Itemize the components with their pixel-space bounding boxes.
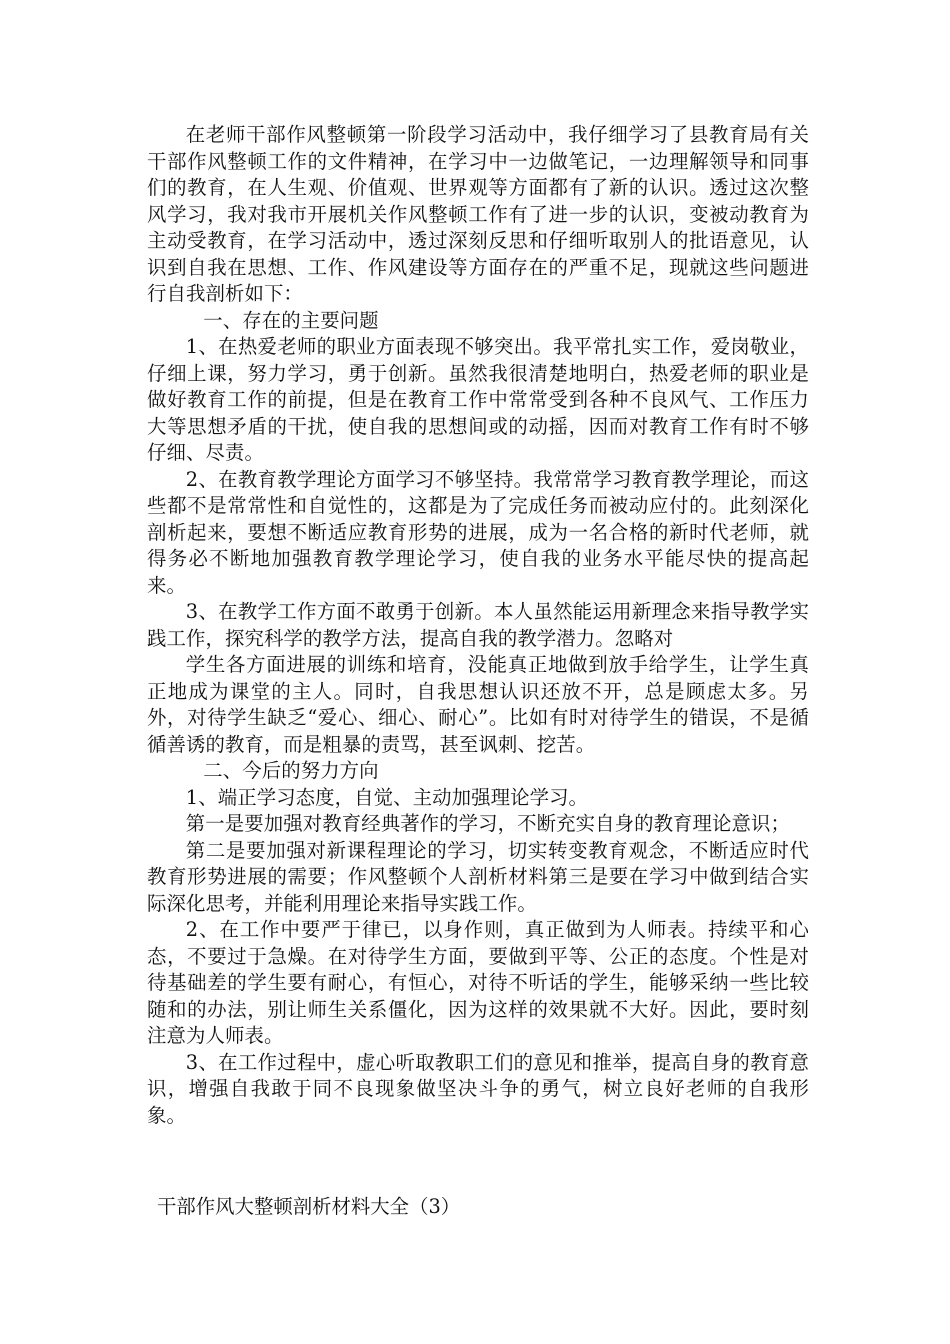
problem-item-3-continued: 学生各方面进展的训练和培育，没能真正地做到放手给学生，让学生真正地成为课堂的主人。同时，自我思想认识还放不开，总是顾虑太多。另外，对待学生缺乏“爱心、细心、耐心”。比如有时对待学生的错误，不是循循善诱的教育，而是粗暴的责骂，甚至讽刺、挖苦。 bbox=[147, 653, 809, 756]
section-heading-problems: 一、存在的主要问题 bbox=[203, 308, 379, 332]
direction-item-3: 3、在工作过程中，虚心听取教职工们的意见和推举，提高自身的教育意识，增强自我敢于同不良现象做坚决斗争的勇气，树立良好老师的自我形象。 bbox=[147, 1050, 809, 1127]
section-heading-directions: 二、今后的努力方向 bbox=[203, 759, 379, 782]
direction-item-1: 1、端正学习态度，自觉、主动加强理论学习。 bbox=[185, 785, 589, 809]
document-body bbox=[147, 122, 809, 1129]
problem-item-2: 2、在教育教学理论方面学习不够坚持。我常常学习教育教学理论，而这些都不是常常性和自觉性的，这都是为了完成任务而被动应付的。此刻深化剖析起来，要想不断适应教育形势的进展，成为一名合格的新时代老师，就得务必不断地加强教育教学理论学习，使自我的业务水平能尽快的提高起来。 bbox=[147, 467, 809, 597]
direction-item-2: 2、在工作中要严于律已，以身作则，真正做到为人师表。持续平和心态，不要过于急燥。在对待学生方面，要做到平等、公正的态度。个性是对待基础差的学生要有耐心，有恒心，对待不听话的学生，能够采纳一些比较随和的办法，别让师生关系僵化，因为这样的效果就不大好。因此，要时刻注意为人师表。 bbox=[147, 918, 809, 1047]
next-document-title: 干部作风大整顿剖析材料大全（3） bbox=[157, 1195, 461, 1218]
direction-item-1-first: 第一是要加强对教育经典著作的学习，不断充实自身的教育理论意识； bbox=[185, 812, 791, 835]
problem-item-1: 1、在热爱老师的职业方面表现不够突出。我平常扎实工作，爱岗敬业，仔细上课，努力学习，勇于创新。虽然我很清楚地明白，热爱老师的职业是做好教育工作的前提，但是在教育工作中常常受到各种不良风气、工作压力大等思想矛盾的干扰，使自我的思想间或的动摇，因而对教育工作有时不够仔细、尽责。 bbox=[147, 335, 809, 464]
direction-item-1-second: 第二是要加强对新课程理论的学习，切实转变教育观念，不断适应时代教育形势进展的需要；作风整顿个人剖析材料第三是要在学习中做到结合实际深化思考，并能利用理论来指导实践工作。 bbox=[147, 838, 809, 915]
problem-item-3: 3、在教学工作方面不敢勇于创新。本人虽然能运用新理念来指导教学实践工作，探究科学的教学方法，提高自我的教学潜力。忽略对 bbox=[147, 600, 809, 650]
intro-paragraph: 在老师干部作风整顿第一阶段学习活动中，我仔细学习了县教育局有关干部作风整顿工作的文件精神，在学习中一边做笔记，一边理解领导和同事们的教育，在人生观、价值观、世界观等方面都有了新的认识。透过这次整风学习，我对我市开展机关作风整顿工作有了进一步的认识，变被动教育为主动受教育，在学习活动中，透过深刻反思和仔细听取别人的批语意见，认识到自我在思想、工作、作风建设等方面存在的严重不足，现就这些问题进行自我剖析如下： bbox=[147, 123, 809, 305]
